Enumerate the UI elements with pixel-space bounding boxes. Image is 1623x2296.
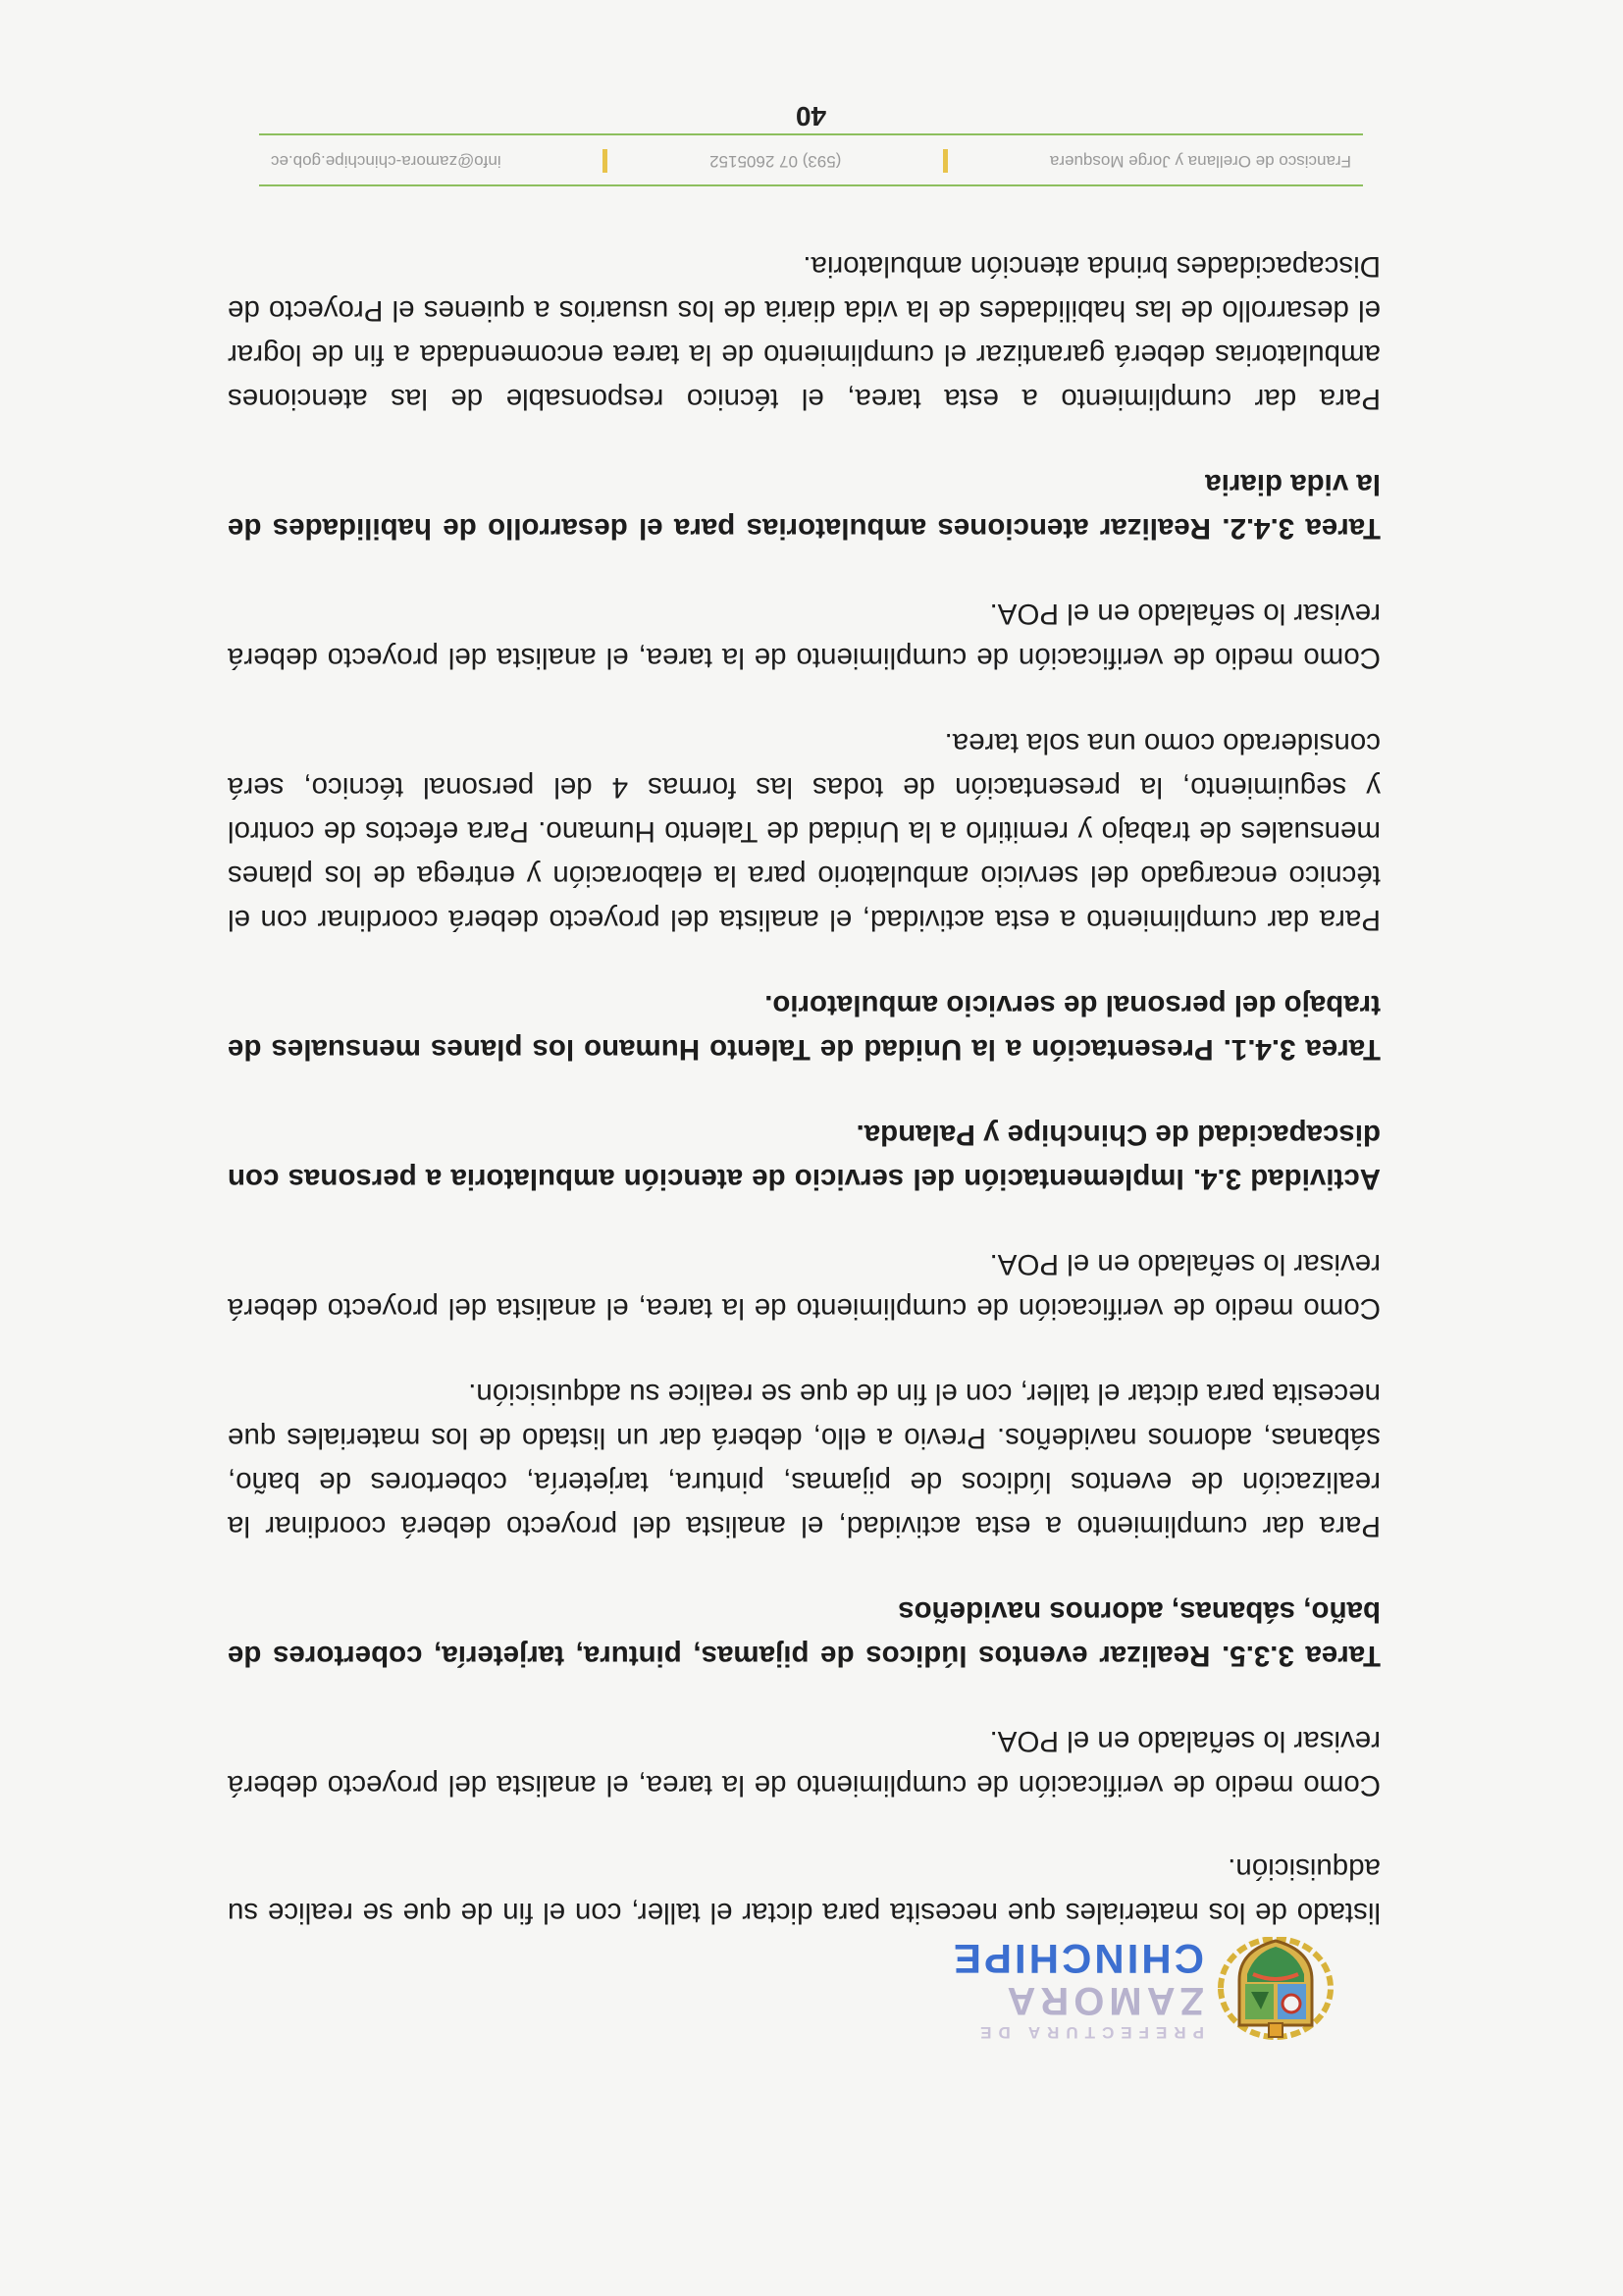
heading-actividad-3-4: Actividad 3.4. Implementación del servicio de atención ambulatoria a personas con discapacidad de Chinchipe y Palanda.: [228, 1119, 1381, 1195]
footer-separator: [602, 149, 607, 173]
footer-phone: (593) 07 2605152: [709, 152, 842, 171]
heading-tarea-3-3-5: Tarea 3.3.5. Realizar eventos lúdicos de pijamas, pintura, tarjetería, cobertores de baño, sábanas, adornos navideños: [228, 1595, 1381, 1672]
coat-of-arms-icon: [1218, 1937, 1334, 2043]
paragraph-tarea-3-3-5: Para dar cumplimiento a esta actividad, el analista del proyecto deberá coordinar la realización de eventos lúdicos de pijamas, pintura, tarjetería, cobertores de baño, sábanas, adornos navideños. Previo a ello, deberá dar un listado de los materiales que necesita para dictar el taller, con el fin de que se realice su adquisición.: [228, 1378, 1381, 1542]
heading-tarea-3-4-2: Tarea 3.4.2. Realizar atenciones ambulatorias para el desarrollo de habilidades de la vida diaria: [228, 468, 1381, 545]
heading-tarea-3-4-1: Tarea 3.4.1. Presentación a la Unidad de Talento Humano los planes mensuales de trabajo del personal de servicio ambulatorio.: [228, 989, 1381, 1066]
paragraph-verification: Como medio de verificación de cumplimiento de la tarea, el analista del proyecto deberá revisar lo señalado en el POA.: [228, 1248, 1381, 1325]
page-footer: [259, 100, 1363, 186]
document-body: [228, 203, 1381, 1935]
logo-zamora-text: ZAMORA: [1002, 1979, 1204, 2023]
logo-prefectura-text: PREFECTURA DE: [973, 2023, 1204, 2043]
footer-contacts: [259, 141, 1363, 184]
paragraph-continuation: listado de los materiales que necesita para dictar el taller, con el fin de que se realice su adquisición.: [228, 1852, 1381, 1929]
footer-rule: [259, 184, 1363, 186]
paragraph-tarea-3-4-2: Para dar cumplimiento a esta tarea, el técnico responsable de las atenciones ambulatorias deberá garantizar el cumplimiento de la tarea encomendada a fin de lograr el desarrollo de las habilidades de la vida diaria de los usuarios a quienes el Proyecto de Discapacidades brinda atención ambulatoria.: [228, 250, 1381, 415]
footer-email: info@zamora-chinchipe.gob.ec: [271, 152, 501, 171]
page-number: 40: [795, 101, 827, 131]
footer-rule: [259, 133, 1363, 135]
prefectura-logo: [951, 1937, 1334, 2043]
logo-chinchipe-text: CHINCHIPE: [950, 1936, 1204, 1983]
paragraph-verification: Como medio de verificación de cumplimiento de la tarea, el analista del proyecto deberá revisar lo señalado en el POA.: [228, 1725, 1381, 1801]
footer-address: Francisco de Orellana y Jorge Mosquera: [1049, 152, 1351, 171]
paragraph-verification: Como medio de verificación de cumplimiento de la tarea, el analista del proyecto deberá revisar lo señalado en el POA.: [228, 598, 1381, 674]
paragraph-tarea-3-4-1: Para dar cumplimiento a esta actividad, el analista del proyecto deberá coordinar con el técnico encargado del servicio ambulatorio para la elaboración y entrega de los planes mensuales de trabajo y remitirlo a la Unidad de Talento Humano. Para efectos de control y seguimiento, la presentación de todas las formas 4 del personal técnico, será considerado como una sola tarea.: [228, 727, 1381, 936]
footer-separator: [943, 149, 948, 173]
